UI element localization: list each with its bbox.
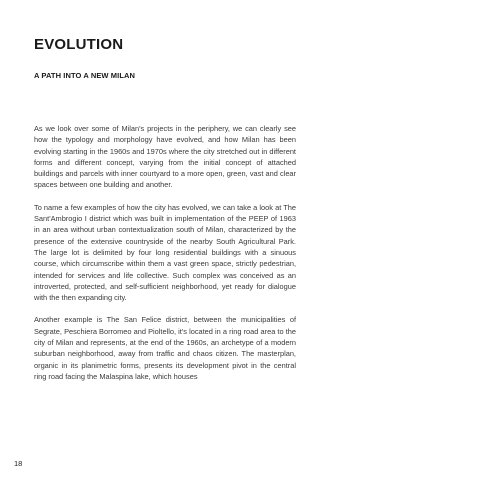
page-title: EVOLUTION xyxy=(34,36,124,53)
page-subtitle: A PATH INTO A NEW MILAN xyxy=(34,71,136,80)
body-text xyxy=(34,123,296,393)
paragraph-3: Another example is The San Felice district, between the municipalities of Segrate, Peschiera Borromeo and Pioltello, it's located in a ring road area to the city of Milan and represents, at the end of the 1960s, an archetype of a modern suburban neighborhood, away from traffic and chaos citizen. The masterplan, organic in its planimetric forms, presents its development pivot in the central ring road facing the Malaspina lake, which houses xyxy=(34,315,296,381)
paragraph-1: As we look over some of Milan's projects in the periphery, we can clearly see how the typology and morphology have evolved, and how Milan has been evolving starting in the 1960s and 1970s where the city stretched out in different forms and different concept, varying from the initial concept of attached buildings and parcels with inner courtyard to a more open, green, vast and clear spaces between one building and another. xyxy=(34,124,296,190)
page-number: 18 xyxy=(14,459,23,468)
paragraph-2: To name a few examples of how the city has evolved, we can take a look at The Sant'Ambrogio I district which was built in implementation of the PEEP of 1963 in an area without urban contextualization south of Milan, characterized by the presence of the extensive countryside of the nearby South Agricultural Park. The large lot is delimited by four long residential buildings with a sinuous course, which circumscribe within them a vast green space, strictly pedestrian, intended for services and life collective. Such complex was conceived as an introverted, protected, and self-sufficient neighborhood, yet ready for dialogue with the then expanding city. xyxy=(34,202,296,303)
